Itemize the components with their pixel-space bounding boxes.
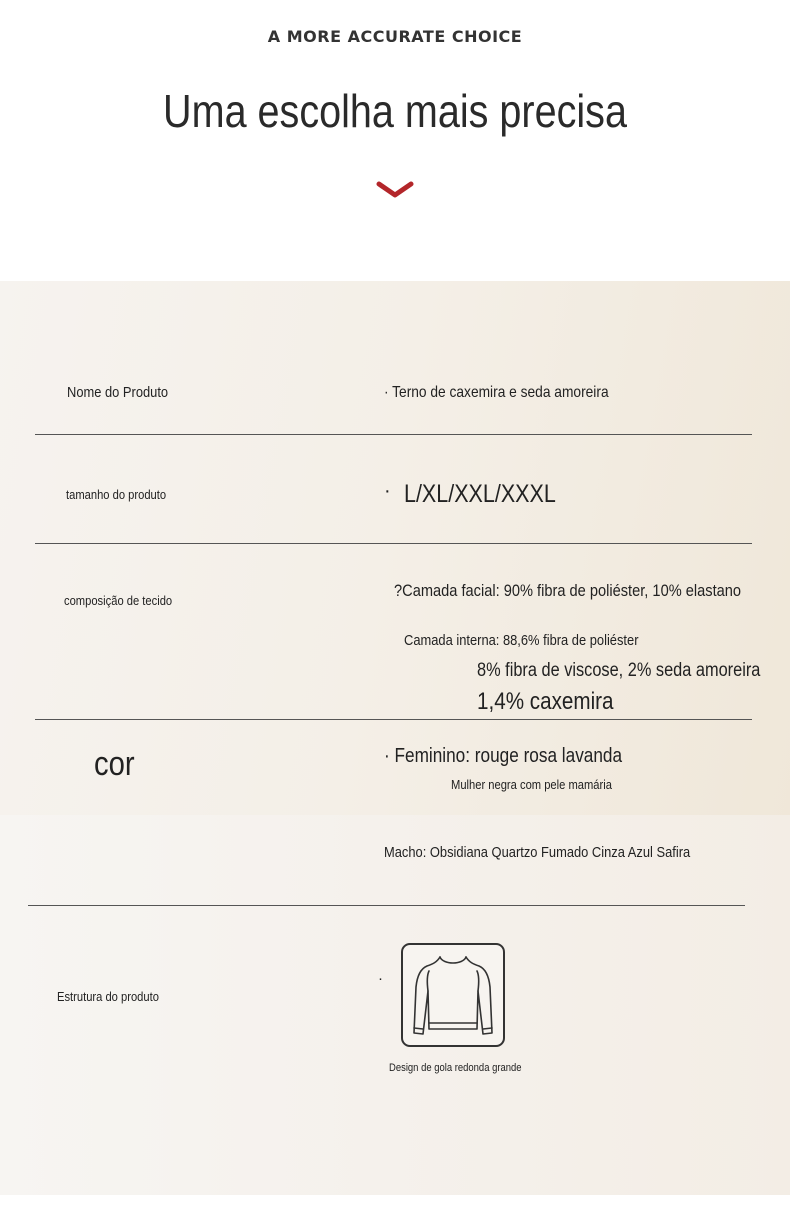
fabric-composition-label: composição de tecido (64, 593, 173, 608)
divider (35, 719, 752, 720)
fabric-line-viscose-silk: 8% fibra de viscose, 2% seda amoreira (477, 660, 761, 681)
color-female-extra: Mulher negra com pele mamária (451, 777, 612, 792)
product-structure-card (401, 943, 505, 1047)
divider (35, 543, 752, 544)
color-male-value: Macho: Obsidiana Quartzo Fumado Cinza Azul Safira (384, 844, 691, 861)
product-structure-bullet: · (378, 970, 383, 987)
fabric-line-inner-layer: Camada interna: 88,6% fibra de poliéster (404, 632, 639, 649)
divider (35, 434, 752, 435)
fabric-line-cashmere: 1,4% caxemira (477, 688, 614, 715)
color-label: cor (94, 745, 135, 783)
product-size-value: L/XL/XXL/XXXL (404, 480, 556, 508)
fabric-line-outer-layer: ?Camada facial: 90% fibra de poliéster, 10% elastano (394, 581, 742, 600)
page-title: Uma escolha mais precisa (163, 85, 627, 137)
product-structure-label: Estrutura do produto (57, 989, 159, 1004)
chevron-down-icon (376, 180, 414, 200)
product-size-bullet: · (384, 480, 391, 502)
divider (28, 905, 745, 906)
product-name-value: · Terno de caxemira e seda amoreira (384, 384, 609, 401)
spec-panel-lower (0, 815, 790, 1195)
color-female-value: · Feminino: rouge rosa lavanda (384, 745, 623, 767)
product-structure-caption: Design de gola redonda grande (389, 1062, 522, 1074)
sweater-icon (403, 945, 503, 1045)
product-size-label: tamanho do produto (66, 487, 167, 502)
product-name-label: Nome do Produto (67, 384, 169, 401)
page-subtitle: A MORE ACCURATE CHOICE (267, 27, 523, 46)
